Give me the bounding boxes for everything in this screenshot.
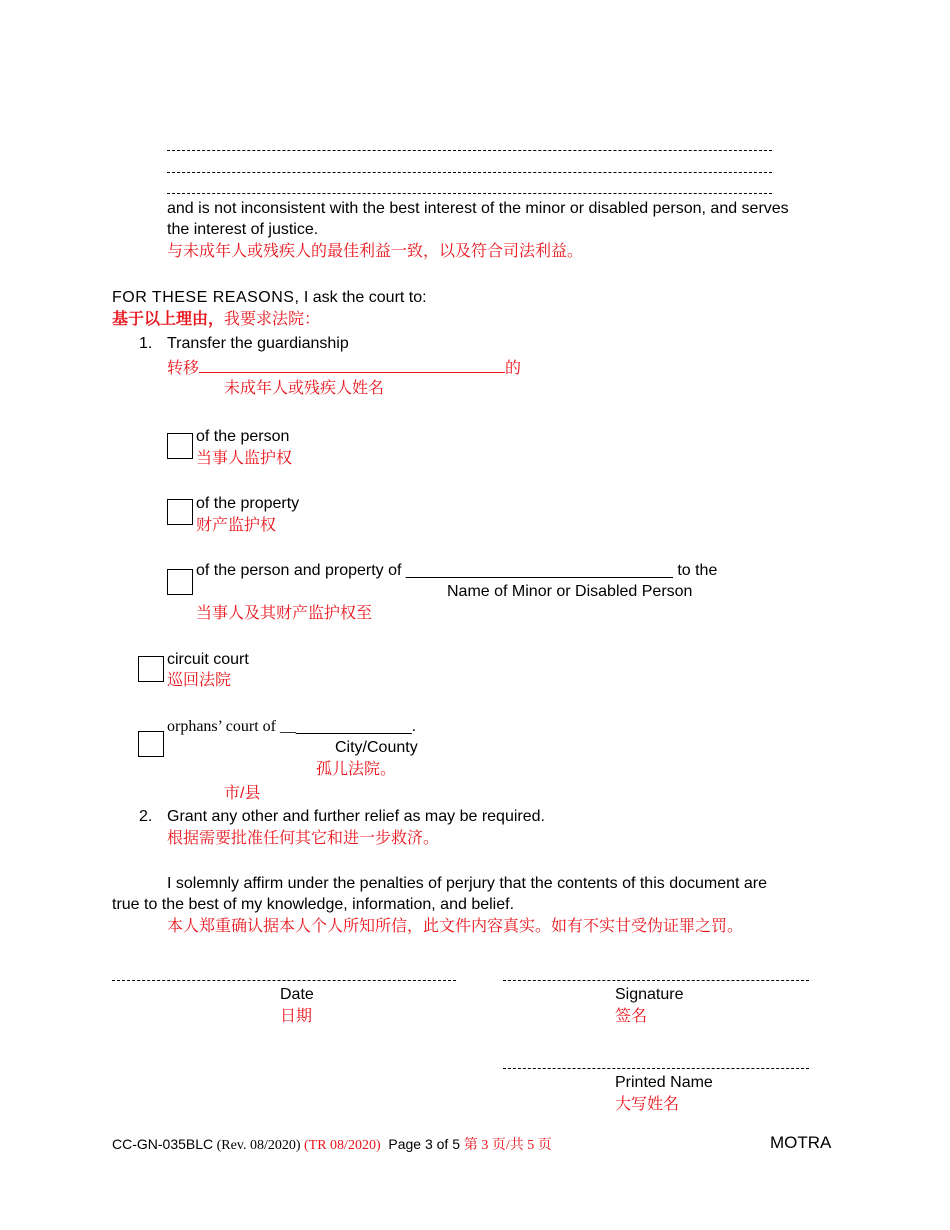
circuit-court-checkbox[interactable]: [138, 656, 164, 682]
signature-label-zh: 签名: [615, 1008, 648, 1025]
opt-both-name-label: Name of Minor or Disabled Person: [447, 583, 693, 600]
form-rev: (Rev. 08/2020): [213, 1138, 304, 1153]
city-county-label: City/County: [335, 739, 418, 756]
blank-line-1[interactable]: [167, 150, 772, 151]
item1-number: 1.: [139, 335, 153, 352]
footer: [112, 1135, 552, 1155]
reasons-heading: [112, 288, 427, 308]
reasons-heading-rest: I ask the court to:: [299, 289, 427, 306]
circuit-court-label-zh: 巡回法院: [167, 672, 232, 689]
property-checkbox[interactable]: [167, 499, 193, 525]
reasons-heading-zh: [112, 310, 320, 330]
continuation-text-zh: 与未成年人或残疾人的最佳利益一致，以及符合司法利益。: [167, 243, 584, 260]
city-county-label-zh: 市/县: [224, 785, 261, 802]
item1-text: Transfer the guardianship: [167, 335, 349, 352]
form-id: CC-GN-035BLC: [112, 1136, 214, 1152]
printed-name-line[interactable]: [503, 1068, 809, 1069]
opt-both-label: of the person and property of ______________________________ to the: [196, 562, 718, 579]
orphans-court-line: [167, 717, 416, 737]
item1-zh-line: [167, 355, 521, 379]
motra-label: MOTRA: [770, 1133, 832, 1152]
printed-name-label: Printed Name: [615, 1074, 713, 1091]
blank-line-3[interactable]: [167, 193, 772, 194]
continuation-text-1: and is not inconsistent with the best interest of the minor or disabled person, and serves: [167, 200, 789, 217]
item2-text: Grant any other and further relief as may be required.: [167, 808, 545, 825]
person-checkbox[interactable]: [167, 433, 193, 459]
minor-name-field[interactable]: [199, 355, 505, 373]
reasons-heading-zh-rest: 我要求法院：: [224, 311, 321, 328]
opt-property-label: of the property: [196, 495, 300, 512]
page-number-zh: 第 3 页/共 5 页: [463, 1138, 552, 1153]
page-number: Page 3 of 5: [380, 1136, 464, 1152]
signature-line[interactable]: [503, 980, 809, 981]
reasons-heading-caps: FOR THESE REASONS,: [112, 289, 300, 306]
orphans-court-checkbox[interactable]: [138, 731, 164, 757]
minor-name-label-zh: 未成年人或残疾人姓名: [224, 380, 385, 397]
printed-name-label-zh: 大写姓名: [615, 1096, 680, 1113]
affirm-zh: 本人郑重确认据本人个人所知所信，此文件内容真实。如有不实甘受伪证罪之罚。: [167, 918, 744, 935]
opt-person-label: of the person: [196, 428, 290, 445]
item2-text-zh: 根据需要批准任何其它和进一步救济。: [167, 830, 440, 847]
opt-person-label-zh: 当事人监护权: [196, 450, 293, 467]
reasons-heading-zh-bold: 基于以上理由，: [112, 311, 225, 328]
date-label: Date: [280, 986, 314, 1003]
opt-both-label-zh: 当事人及其财产监护权至: [196, 605, 373, 622]
signature-label: Signature: [615, 986, 684, 1003]
item1-zh-prefix: 转移: [167, 360, 200, 377]
affirm-line-1: I solemnly affirm under the penalties of perjury that the contents of this document are: [167, 875, 768, 892]
date-line[interactable]: [112, 980, 456, 981]
blank-line-2[interactable]: [167, 172, 772, 173]
circuit-court-label: circuit court: [167, 651, 249, 668]
opt-property-label-zh: 财产监护权: [196, 517, 277, 534]
continuation-text-2: the interest of justice.: [167, 221, 319, 238]
orphans-court-label: orphans’ court of __: [167, 718, 296, 735]
person-and-property-checkbox[interactable]: [167, 569, 193, 595]
item2-number: 2.: [139, 808, 153, 825]
city-county-field[interactable]: _____________.: [296, 718, 417, 735]
form-tr: (TR 08/2020): [304, 1138, 381, 1153]
affirm-line-2: true to the best of my knowledge, information, and belief.: [112, 896, 515, 913]
orphans-court-label-zh: 孤儿法院。: [316, 761, 397, 778]
item1-zh-suffix: 的: [505, 360, 522, 377]
date-label-zh: 日期: [280, 1008, 313, 1025]
